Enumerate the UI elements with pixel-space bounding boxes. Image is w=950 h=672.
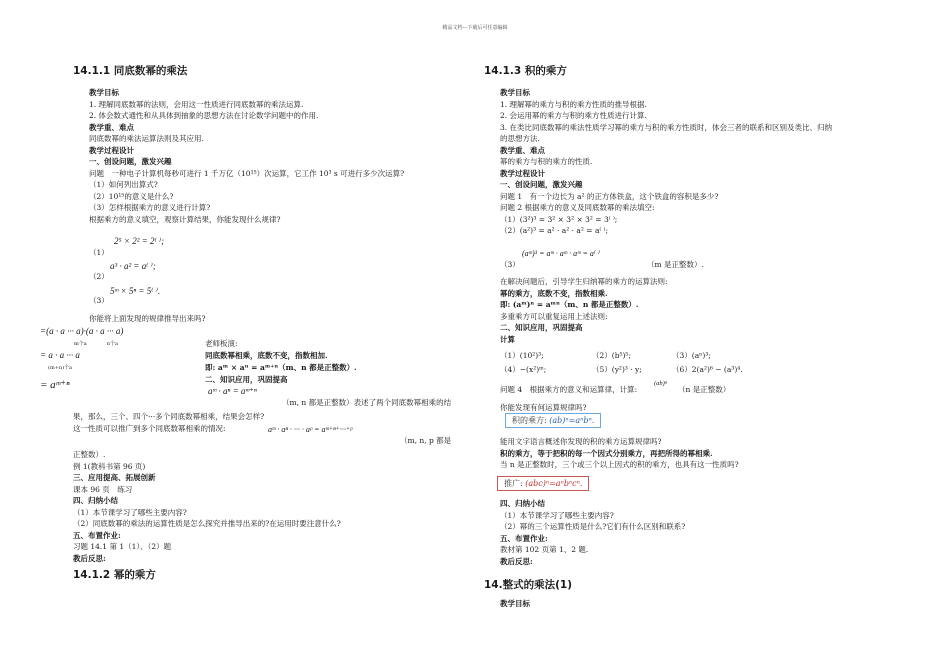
text-line: 问题 2 根据乘方的意义及同底数幂的乘法填空: bbox=[500, 203, 655, 212]
left-section-title: 14.1.1 同底数幂的乘法 bbox=[73, 65, 188, 77]
text-line: 课本 96 页 练习 bbox=[73, 484, 133, 494]
question-4-eq: (ab)ⁿ bbox=[654, 380, 667, 387]
product-power-label: 积的乘方: bbox=[512, 416, 547, 425]
text-line: 教后反思: bbox=[73, 553, 106, 563]
text-line: （2）(a²)³ = a² · a² · a² = a⁽ ⁾; bbox=[500, 226, 609, 235]
text-line: 1. 理解幂的乘方与积的乘方性质的推导根据. bbox=[500, 99, 647, 109]
board-rule: 同底数幂相乘，底数不变，指数相加. bbox=[205, 351, 328, 360]
law-question: 你能发现有何运算规律吗? bbox=[500, 403, 587, 412]
product-power-eq: (ab)ⁿ=aⁿbⁿ. bbox=[549, 416, 595, 425]
pattern-question: 你能将上面发现的规律推导出来吗? bbox=[89, 314, 206, 323]
example-3-eq: 5ᵐ × 5ⁿ = 5⁽ ⁾. bbox=[110, 286, 161, 296]
text-line: （2）同底数幂的乘法的运算性质是怎么探究并推导出来的?在运用时要注意什么? bbox=[73, 519, 341, 528]
text-line: （1）本节课学习了哪些主要内容? bbox=[500, 510, 614, 520]
text-line: 根据乘方的意义填空，观察计算结果，你能发现什么规律? bbox=[89, 214, 281, 224]
text-line: （1）如何列出算式? bbox=[89, 180, 158, 189]
example-1-eq: 2⁵ × 2² = 2⁽ ⁾; bbox=[114, 236, 165, 246]
text-line: 教学目标 bbox=[89, 88, 119, 97]
text-line: （2）10¹⁵的意义是什么? bbox=[89, 191, 174, 201]
text-line: 果，那么，三个、四个···多个同底数幂相乘，结果会怎样? bbox=[73, 412, 265, 421]
text-line: 三、应用提高、拓展创新 bbox=[73, 473, 156, 482]
text-line: 在解决问题后，引导学生归纳幂的乘方的运算法则: bbox=[500, 277, 668, 286]
text-line: 幂的乘方，底数不变，指数相乘. bbox=[500, 288, 608, 298]
text-line: 幂的乘方与积的乘方的性质. bbox=[500, 157, 593, 166]
text-line: 四、归纳小结 bbox=[500, 499, 545, 508]
generalization-box bbox=[497, 476, 589, 491]
board-formula: 即: aᵐ × aⁿ = aᵐ⁺ⁿ（m、n 都是正整数）. bbox=[205, 363, 357, 372]
example-2-eq: a³ · a² = a⁽ ⁾; bbox=[110, 261, 156, 271]
text-line: 2. 体会数式通性和从具体到抽象的思想方法在讨论数学问题中的作用. bbox=[89, 111, 319, 120]
text-line: （2）幂的三个运算性质是什么?它们有什么区别和联系? bbox=[500, 522, 686, 531]
rule-note: （m, n 都是正整数）表述了两个同底数幂相乘的结 bbox=[282, 398, 452, 407]
text-line: 问题 一种电子计算机每秒可进行 1 千万亿（10¹⁵）次运算，它工作 10³ s 可进行多少次运算? bbox=[89, 168, 405, 178]
text-line: 这一性质可以推广到多个同底数幂相乘的情况: bbox=[73, 423, 226, 433]
text-line: 多重乘方可以重复运用上述法则: bbox=[500, 311, 608, 321]
right-lines-3-block bbox=[500, 436, 920, 471]
text-line: 一、创设问题，激发兴趣 bbox=[500, 180, 583, 189]
text-line: 二、知识应用，巩固提高 bbox=[500, 323, 583, 332]
right-lines-4 bbox=[500, 498, 920, 567]
general-note: （m, n, p 都是 bbox=[400, 436, 452, 445]
text-line: 教学重、难点 bbox=[500, 145, 545, 155]
right-column bbox=[484, 64, 904, 237]
derivation-line-1: =(a · a ··· a)·(a · a ··· a) bbox=[40, 326, 124, 336]
general-equation: aᵐ · aⁿ · ··· · aᵖ = aᵐ⁺ⁿ⁺···⁺ᵖ bbox=[268, 425, 353, 434]
text-line: 四、归纳小结 bbox=[73, 496, 118, 505]
page-header: 精品文档---下载后可任意编辑 bbox=[442, 25, 508, 31]
calc-row-2-c: （6）2(a²)⁶ − (a³)⁴. bbox=[672, 365, 743, 374]
text-line: （3）怎样根据乘方的意义进行计算? bbox=[89, 203, 211, 212]
section-2-title: 二、知识应用，巩固提高 bbox=[205, 375, 288, 384]
right-lines-4-block bbox=[500, 498, 920, 567]
text-line: 当 n 是正整数时，三个或三个以上因式的积的乘方，也具有这一性质吗? bbox=[500, 460, 739, 469]
text-line: 五、布置作业: bbox=[73, 530, 121, 540]
question-4-note: （n 是正整数） bbox=[678, 385, 731, 394]
text-line: 一、创设问题，激发兴趣 bbox=[89, 157, 172, 166]
text-line: 教学过程设计 bbox=[500, 168, 545, 178]
right-section-title: 14.1.3 积的乘方 bbox=[484, 65, 567, 77]
text-line: 习题 14.1 第 1（1）、（2）题 bbox=[73, 542, 172, 551]
board-title: 老师板演: bbox=[205, 339, 238, 348]
example-2-num: （2） bbox=[89, 272, 109, 281]
text-line: 教学过程设计 bbox=[89, 145, 134, 155]
right-lines-2 bbox=[500, 276, 920, 345]
derivation-line-2-sub: (m+n)个a bbox=[48, 365, 73, 371]
text-line: （1）(3²)³ = 3² × 3² × 3² = 3⁽ ⁾; bbox=[500, 214, 618, 224]
text-line: 的思想方法. bbox=[500, 134, 540, 143]
text-line: 教材第 102 页第 1、2 题. bbox=[500, 545, 589, 554]
question-3-num: （3） bbox=[500, 260, 520, 269]
text-line: 3. 在类比同底数幂的乘法性质学习幂的乘方与积的乘方性质时，体会三者的联系和区别及类比、归纳 bbox=[500, 122, 833, 132]
question-3-eq: (aᵐ)³ = aᵐ · aᵐ · aᵐ = a⁽ ⁾ bbox=[522, 249, 600, 258]
text-line: 能用文字语言概述你发现的积的乘方运算规律吗? bbox=[500, 437, 662, 446]
left-lines-block bbox=[73, 87, 463, 225]
text-line: 教后反思: bbox=[500, 556, 533, 566]
text-line: 正整数）. bbox=[73, 450, 106, 459]
text-line: 即: (aᵐ)ⁿ = aᵐⁿ（m、n 都是正整数）. bbox=[500, 300, 639, 309]
text-line: 教学重、难点 bbox=[89, 122, 134, 132]
text-line: 1. 理解同底数幂的法则，会用这一性质进行同底数幂的乘法运算. bbox=[89, 99, 304, 109]
product-power-box bbox=[505, 413, 601, 428]
calc-row-2-b: （5）(y²)³ · y; bbox=[592, 365, 642, 374]
text-line: 例 1(教科书第 96 页) bbox=[73, 461, 146, 471]
question-4: 问题 4 根据乘方的意义和运算律，计算: bbox=[500, 385, 638, 394]
left-lines-3 bbox=[73, 449, 463, 582]
generalization-eq: (abc)ⁿ=aⁿbⁿcⁿ. bbox=[525, 479, 583, 488]
left-next-title: 14.1.2 幂的乘方 bbox=[73, 569, 156, 581]
right-lines-2-block bbox=[500, 276, 920, 345]
right-lines-block bbox=[484, 87, 904, 237]
example-3-num: （3） bbox=[89, 296, 109, 305]
text-line: （1）本节课学习了哪些主要内容? bbox=[73, 507, 187, 517]
left-lines-3-block bbox=[73, 449, 463, 564]
text-line: 2. 会运用幂的乘方与积的乘方性质进行计算. bbox=[500, 111, 647, 120]
left-column bbox=[73, 64, 463, 225]
calc-row-1-b: （2）(b⁵)⁵; bbox=[592, 351, 631, 360]
derivation-line-1-sub: m个a n个a bbox=[74, 341, 118, 347]
calc-row-1-a: （1）(10²)³; bbox=[500, 351, 544, 360]
example-1-num: （1） bbox=[89, 248, 109, 257]
right-lines-3 bbox=[500, 436, 920, 471]
rule-equation: aᵐ · aⁿ = aᵐ⁺ⁿ bbox=[208, 386, 257, 396]
text-line: 计算 bbox=[500, 334, 515, 344]
text-line: 积的乘方，等于把积的每一个因式分别乘方，再把所得的幂相乘. bbox=[500, 448, 713, 458]
calc-row-2-a: （4）−(x²)ᵐ; bbox=[500, 365, 547, 374]
right-next-title: 14.整式的乘法(1) bbox=[484, 579, 573, 591]
derivation-line-2: = a · a ··· a bbox=[40, 350, 80, 360]
text-line: 同底数幂的乘法运算法则及其应用. bbox=[89, 134, 204, 143]
text-line: 五、布置作业: bbox=[500, 533, 548, 543]
generalization-label: 推广: bbox=[504, 479, 523, 488]
text-line: 教学目标 bbox=[500, 88, 530, 97]
right-next-first: 教学目标 bbox=[500, 599, 530, 608]
calc-row-1-c: （3）(aⁿ)³; bbox=[672, 351, 711, 360]
text-line: 问题 1 有一个边长为 a² 的正方体铁盒，这个铁盒的容积是多少? bbox=[500, 191, 719, 201]
derivation-line-3: = aᵐ⁺ⁿ bbox=[40, 379, 70, 391]
question-3-note: （m 是正整数）. bbox=[647, 260, 704, 269]
